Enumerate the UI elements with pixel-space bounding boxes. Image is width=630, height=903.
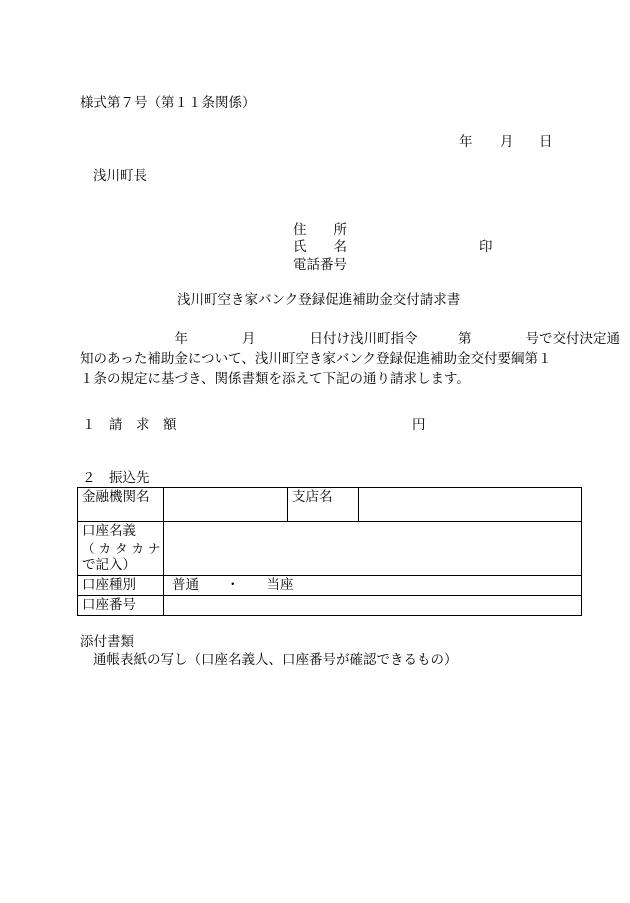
seal-mark: 印 <box>479 239 493 255</box>
bank-account-table <box>77 487 582 616</box>
claim-amount-label: １ 請 求 額 <box>82 417 177 433</box>
body-line-3: １条の規定に基づき、関係書類を添えて下記の通り請求します。 <box>80 371 470 387</box>
phone-label: 電話番号 <box>293 257 347 273</box>
account-holder-label-line1: 口座名義 <box>82 523 136 539</box>
document-title: 浅川町空き家バンク登録促進補助金交付請求書 <box>177 292 461 308</box>
body-line-1: 年 月 日付け浅川町指令 第 号で交付決定通 <box>80 331 620 347</box>
transfer-destination-label: ２ 振込先 <box>82 470 150 486</box>
account-holder-label <box>78 522 164 576</box>
name-label: 氏 名 <box>293 239 347 255</box>
bank-name-field[interactable] <box>164 488 288 522</box>
account-holder-label-line3: で記入） <box>82 557 136 573</box>
table-row <box>78 522 582 576</box>
form-number: 様式第７号（第１１条関係） <box>80 95 256 111</box>
body-paragraph <box>80 329 620 389</box>
attachments-heading: 添付書類 <box>80 634 134 650</box>
addressee: 浅川町長 <box>93 168 147 184</box>
table-row <box>78 596 582 616</box>
yen-unit: 円 <box>412 417 426 433</box>
account-holder-label-line2: （ カ タ カ ナ <box>82 541 161 556</box>
date-day: 日 <box>539 134 553 150</box>
address-label: 住 所 <box>293 222 347 238</box>
branch-label: 支店名 <box>288 488 359 522</box>
account-type-label: 口座種別 <box>78 576 164 596</box>
account-holder-field[interactable] <box>164 522 582 576</box>
account-number-field[interactable] <box>164 596 582 616</box>
table-row <box>78 576 582 596</box>
date-month: 月 <box>500 134 514 150</box>
attachment-item: 通帳表紙の写し（口座名義人、口座番号が確認できるもの） <box>93 652 458 668</box>
date-year: 年 <box>459 134 473 150</box>
branch-field[interactable] <box>359 488 582 522</box>
table-row <box>78 488 582 522</box>
account-type-options[interactable]: 普通 ・ 当座 <box>164 576 582 596</box>
bank-name-label: 金融機関名 <box>78 488 164 522</box>
account-number-label: 口座番号 <box>78 596 164 616</box>
body-line-2: 知のあった補助金について、浅川町空き家バンク登録促進補助金交付要綱第１ <box>80 351 552 367</box>
